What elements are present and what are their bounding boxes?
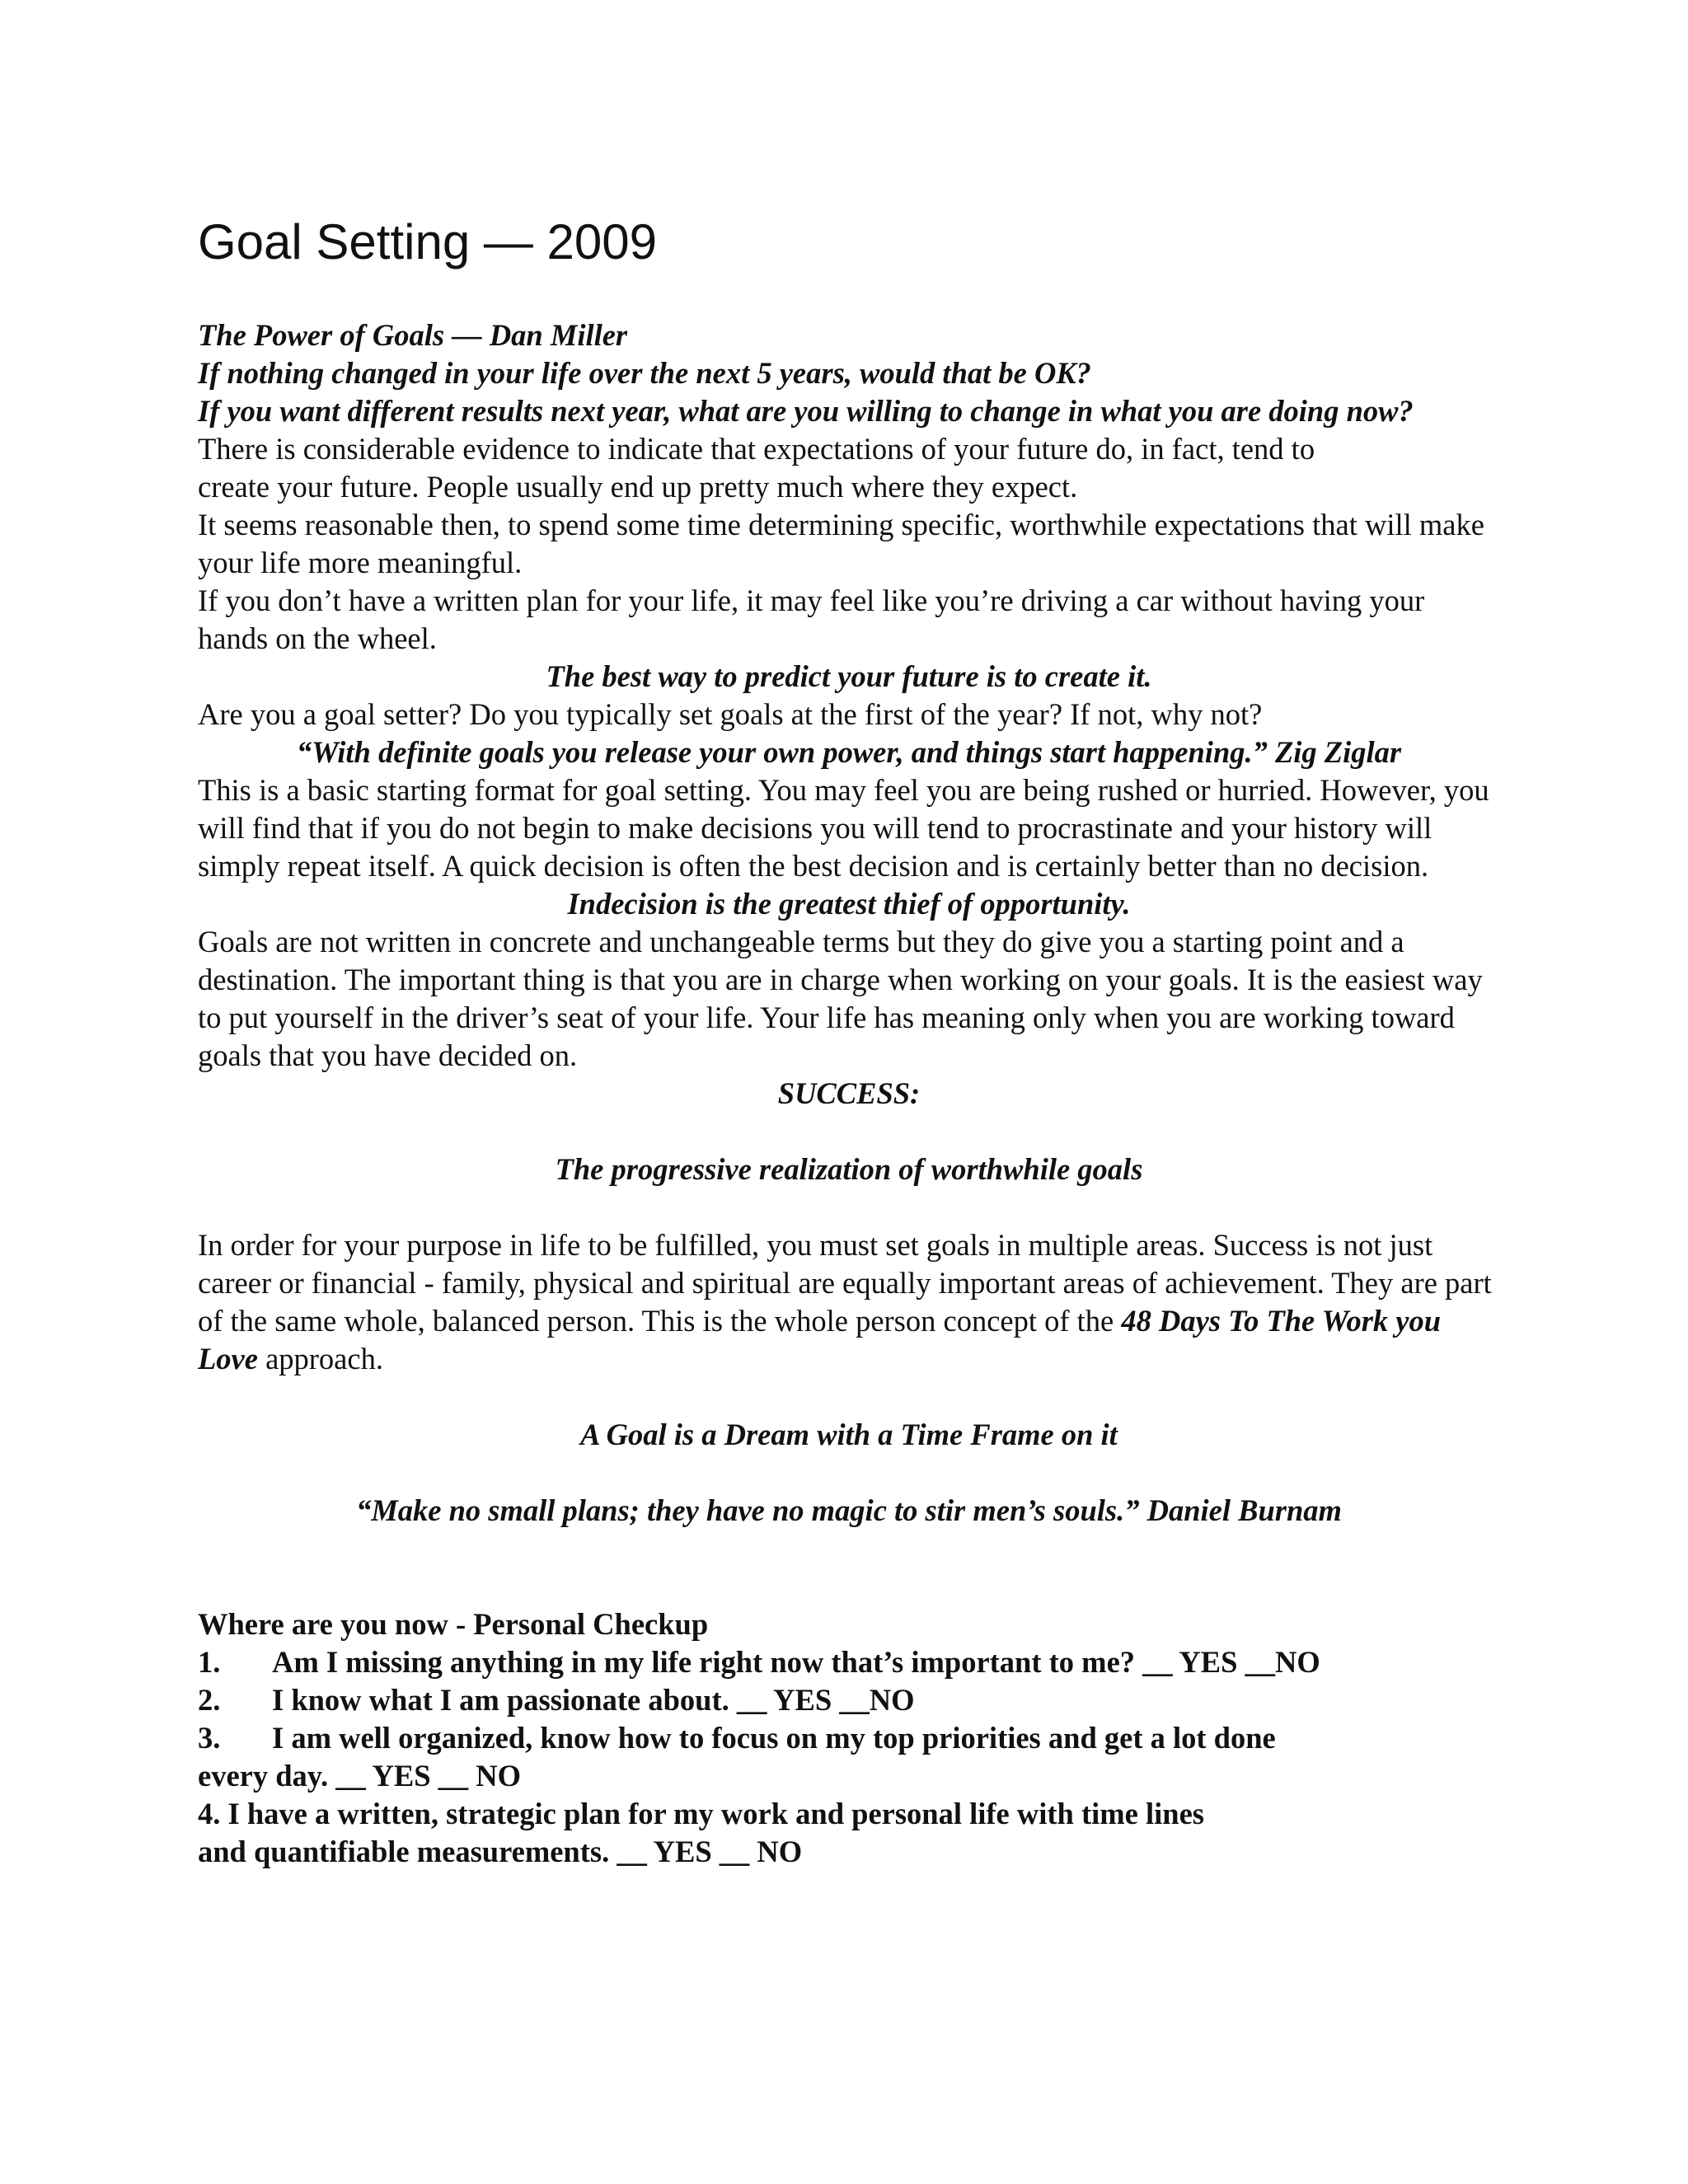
checkup-item-text-line-1: I am well organized, know how to focus on my top priorities and get a lot done (272, 1721, 1276, 1755)
checkup-item-text: I know what I am passionate about. __ YES __NO (272, 1683, 915, 1717)
paragraph-multiple-areas-end: approach. (257, 1342, 383, 1376)
checkup-item-2 (198, 1681, 1500, 1719)
checkup-item-4 (198, 1795, 1500, 1871)
paragraph-goal-setter: Are you a goal setter? Do you typically set goals at the first of the year? If not, why not? (198, 697, 1263, 731)
spacer (198, 1530, 1500, 1605)
checkup-item-1 (198, 1643, 1500, 1681)
book-title: 48 Days To The Work you Love (198, 1304, 1442, 1376)
paragraph-starting-format: This is a basic starting format for goal setting. You may feel you are being rushed or hurried. However, you will find that if you do not begin to make decisions you will tend to procrastinate and your history will simply repeat itself. A quick decision is often the best decision and is certainly better than no decision. (198, 773, 1489, 883)
quote-zig-ziglar: “With definite goals you release your own power, and things start happening.” Zig Ziglar (296, 735, 1402, 769)
spacer (198, 1378, 1500, 1416)
paragraph-expectations (198, 430, 1500, 506)
success-definition: The progressive realization of worthwhile goals (555, 1152, 1143, 1186)
paragraph-written-plan: If you don’t have a written plan for your life, it may feel like you’re driving a car without having your hands on the wheel. (198, 583, 1425, 655)
intro-question-2: If you want different results next year, what are you willing to change in what you are doing now? (198, 394, 1414, 428)
paragraph-reasonable: It seems reasonable then, to spend some time determining specific, worthwhile expectations that will make your life more meaningful. (198, 508, 1484, 579)
spacer (198, 1454, 1500, 1492)
success-heading: SUCCESS: (777, 1076, 921, 1110)
checkup-item-number: 1. (198, 1645, 221, 1679)
quote-indecision: Indecision is the greatest thief of opportunity. (567, 887, 1131, 921)
checkup-item-number: 2. (198, 1683, 221, 1717)
checkup-item-text-line-2: and quantifiable measurements. __ YES __ NO (198, 1835, 803, 1868)
paragraph-multiple-areas-text: In order for your purpose in life to be fulfilled, you must set goals in multiple areas. Success is not just career or financial - family, physical and spiritual are equally important areas of achievement. They are part of the same whole, balanced person. This is the whole person concept of the (198, 1228, 1492, 1338)
spacer (198, 1188, 1500, 1226)
intro-question-1: If nothing changed in your life over the next 5 years, would that be OK? (198, 356, 1091, 390)
checkup-item-number: 4. (198, 1797, 221, 1830)
paragraph-expectations-line-2: create your future. People usually end up pretty much where they expect. (198, 470, 1078, 504)
document-body (198, 316, 1500, 1871)
quote-create-future: The best way to predict your future is to create it. (546, 659, 1152, 693)
quote-daniel-burnam: “Make no small plans; they have no magic to stir men’s souls.” Daniel Burnam (356, 1493, 1342, 1527)
checkup-item-text: Am I missing anything in my life right now that’s important to me? __ YES __NO (272, 1645, 1320, 1679)
page-title: Goal Setting — 2009 (198, 214, 658, 269)
paragraph-expectations-line-1: There is considerable evidence to indicate that expectations of your future do, in fact, tend to (198, 432, 1315, 466)
checkup-item-text-line-1: I have a written, strategic plan for my work and personal life with time lines (227, 1797, 1204, 1830)
checkup-item-number: 3. (198, 1721, 221, 1755)
spacer (198, 1113, 1500, 1151)
paragraph-concrete-goals: Goals are not written in concrete and unchangeable terms but they do give you a starting point and a destination. The important thing is that you are in charge when working on your goals. It is the easiest way to put yourself in the driver’s seat of your life. Your life has meaning only when you are working toward goals that you have decided on. (198, 925, 1483, 1072)
paragraph-multiple-areas (198, 1226, 1500, 1378)
quote-dream-time-frame: A Goal is a Dream with a Time Frame on it (580, 1418, 1118, 1451)
checkup-heading: Where are you now - Personal Checkup (198, 1607, 709, 1641)
checkup-item-3 (198, 1719, 1500, 1795)
personal-checkup (198, 1605, 1500, 1871)
checkup-item-text-line-2: every day. __ YES __ NO (198, 1759, 522, 1793)
intro-heading: The Power of Goals — Dan Miller (198, 318, 628, 352)
